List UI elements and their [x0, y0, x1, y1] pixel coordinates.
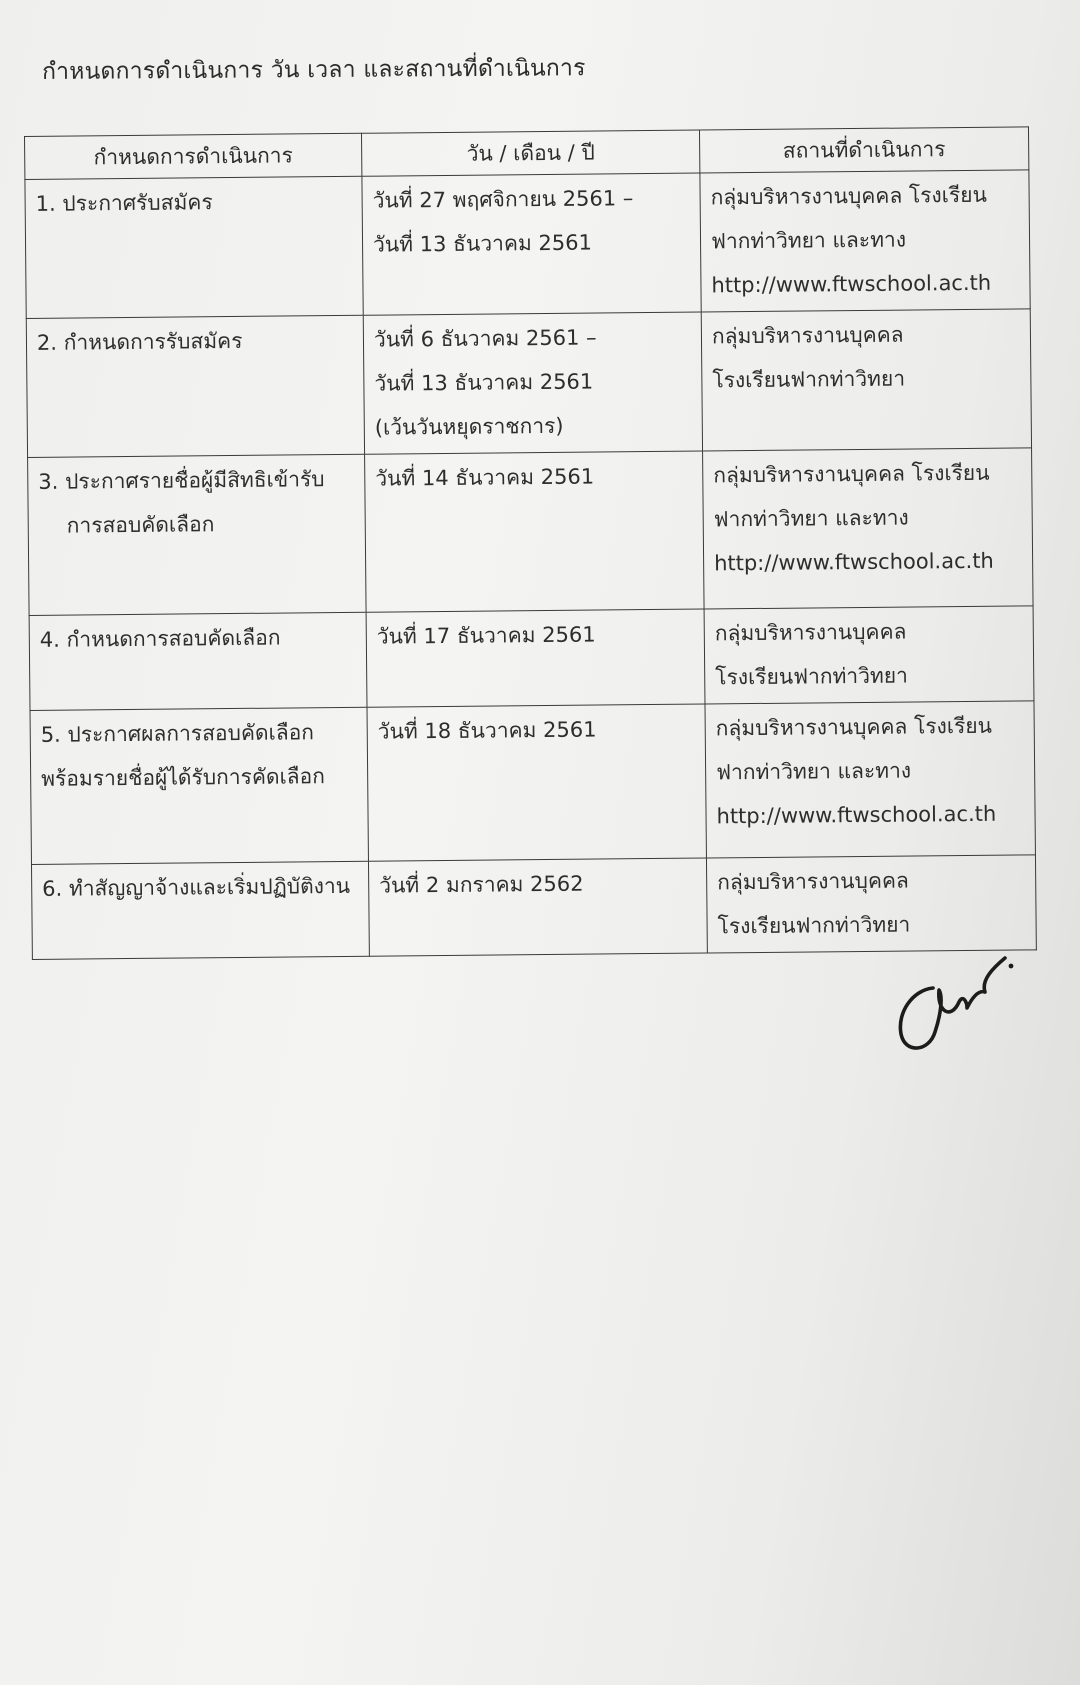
table-row	[25, 170, 1030, 319]
location-text: กลุ่มบริหารงานบุคคล โรงเรียน	[713, 460, 990, 488]
activity-cell	[31, 861, 369, 959]
location-text: กลุ่มบริหารงานบุคคล โรงเรียน	[710, 182, 987, 210]
activity-cell	[29, 612, 367, 710]
date-cell	[362, 173, 701, 315]
table-row	[26, 309, 1031, 458]
activity-text: พร้อมรายชื่อผู้ได้รับการคัดเลือก	[41, 764, 326, 791]
date-text: วันที่ 18 ธันวาคม 2561	[377, 717, 597, 744]
column-header-activity: กำหนดการดำเนินการ	[25, 133, 362, 179]
date-cell	[365, 451, 705, 612]
date-text: วันที่ 14 ธันวาคม 2561	[375, 464, 595, 491]
location-text: กลุ่มบริหารงานบุคคล	[711, 322, 904, 349]
activity-cell	[28, 454, 367, 615]
location-url: http://www.ftwschool.ac.th	[714, 548, 994, 576]
location-text: กลุ่มบริหารงานบุคคล	[714, 619, 907, 646]
table-row	[29, 606, 1034, 711]
location-cell	[701, 309, 1031, 451]
location-text: ฟากท่าวิทยา และทาง	[710, 227, 907, 254]
date-cell	[363, 312, 702, 454]
location-text: กลุ่มบริหารงานบุคคล โรงเรียน	[715, 713, 993, 741]
activity-text: 2. กำหนดการรับสมัคร	[36, 328, 243, 355]
activity-cell	[26, 315, 364, 457]
date-text: วันที่ 6 ธันวาคม 2561 –	[373, 325, 597, 352]
location-text: โรงเรียนฟากท่าวิทยา	[715, 663, 909, 690]
location-url: http://www.ftwschool.ac.th	[716, 801, 997, 829]
date-text: วันที่ 13 ธันวาคม 2561	[372, 230, 593, 257]
location-cell	[700, 170, 1030, 312]
location-cell	[703, 448, 1034, 609]
activity-text: 6. ทำสัญญาจ้างและเริ่มปฏิบัติงาน	[42, 873, 351, 901]
date-text: วันที่ 17 ธันวาคม 2561	[376, 622, 596, 649]
location-cell	[704, 606, 1034, 704]
schedule-table	[24, 126, 1037, 960]
activity-text: 5. ประกาศผลการสอบคัดเลือก	[40, 720, 315, 747]
date-text: วันที่ 27 พฤศจิกายน 2561 –	[372, 186, 634, 213]
handwritten-signature	[893, 950, 1023, 1060]
date-note: (เว้นวันหยุดราชการ)	[374, 413, 564, 440]
location-cell	[705, 701, 1035, 858]
location-cell	[706, 855, 1036, 953]
location-text: โรงเรียนฟากท่าวิทยา	[717, 912, 911, 939]
activity-text: 4. กำหนดการสอบคัดเลือก	[39, 625, 281, 652]
location-url: http://www.ftwschool.ac.th	[711, 270, 992, 298]
table-row	[28, 448, 1033, 616]
date-cell	[367, 704, 706, 861]
location-text: ฟากท่าวิทยา และทาง	[716, 758, 912, 785]
location-text: ฟากท่าวิทยา และทาง	[713, 505, 909, 532]
date-cell	[366, 609, 705, 707]
page-heading: กำหนดการดำเนินการ วัน เวลา และสถานที่ดำเนินการ	[42, 55, 586, 85]
location-text: กลุ่มบริหารงานบุคคล	[717, 868, 909, 895]
activity-cell	[25, 176, 363, 318]
activity-text: 3. ประกาศรายชื่อผู้มีสิทธิเข้ารับ	[38, 467, 325, 494]
table-row	[30, 701, 1035, 865]
column-header-location: สถานที่ดำเนินการ	[699, 127, 1028, 173]
location-text: โรงเรียนฟากท่าวิทยา	[712, 366, 906, 393]
table-row	[31, 855, 1036, 960]
date-text: วันที่ 13 ธันวาคม 2561	[374, 369, 594, 396]
activity-text: การสอบคัดเลือก	[66, 512, 215, 538]
activity-text: 1. ประกาศรับสมัคร	[35, 190, 213, 216]
date-text: วันที่ 2 มกราคม 2562	[379, 871, 584, 898]
activity-cell	[30, 707, 368, 864]
column-header-date: วัน / เดือน / ปี	[361, 130, 699, 176]
date-cell	[368, 858, 707, 956]
